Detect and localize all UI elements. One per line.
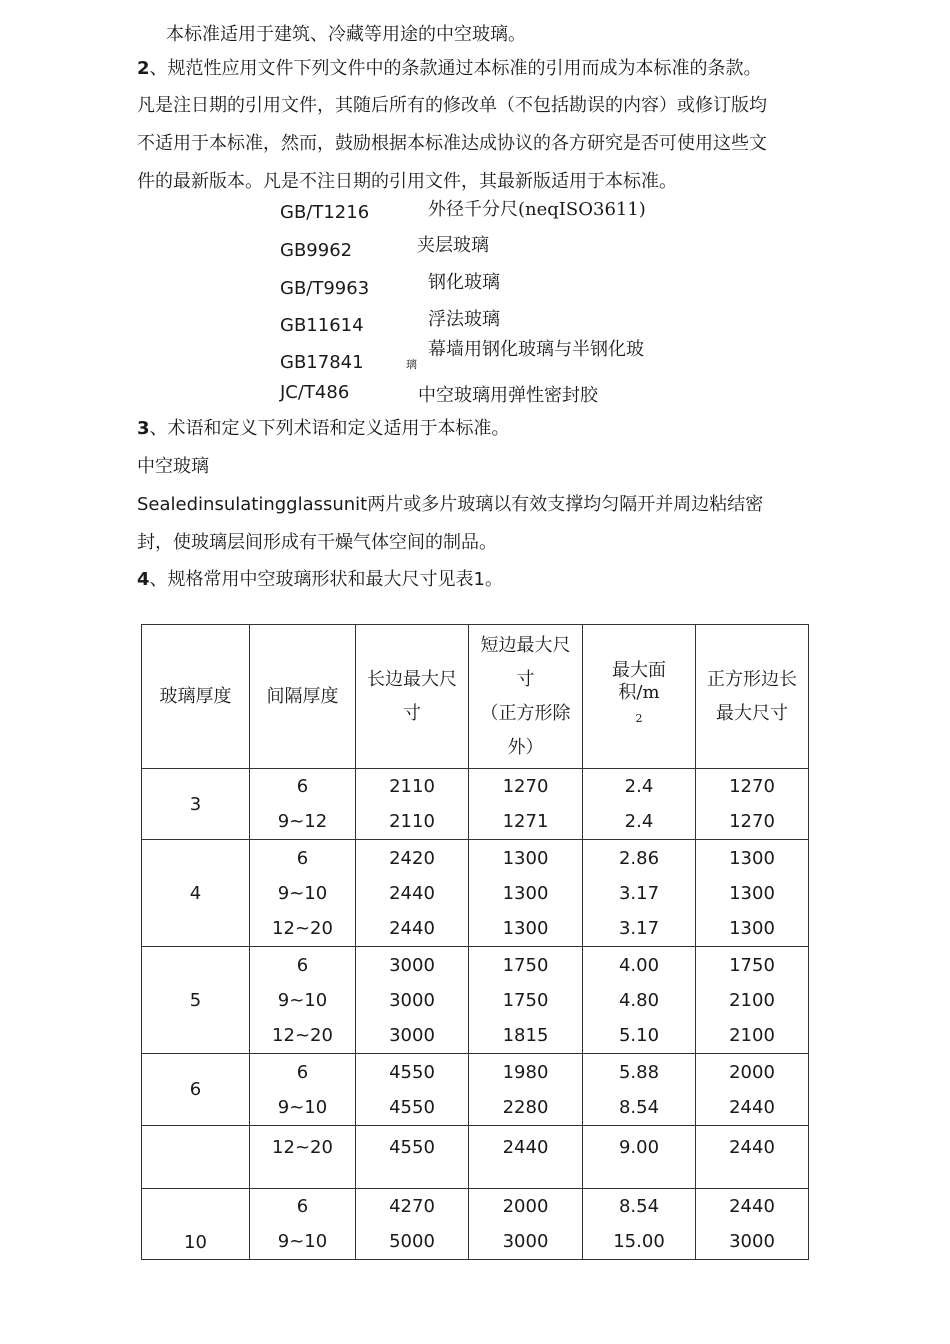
table-value: 1270 <box>502 776 549 797</box>
table-value: 6 <box>296 776 309 797</box>
table-value: 1271 <box>502 811 549 832</box>
header-square-edge-max: 正方形边长 最大尺寸 <box>696 625 809 769</box>
table-value: 15.00 <box>613 1231 665 1252</box>
table-value: 2440 <box>729 1137 775 1158</box>
section-2-line-3: 不适用于本标准，然而，鼓励根据本标准达成协议的各方研究是否可使用这些文 <box>137 133 767 154</box>
table-value: 2000 <box>729 1061 775 1083</box>
cell-max-area <box>583 769 696 840</box>
table-value: 9~10 <box>277 1096 328 1118</box>
section-3-heading: 、术语和定义下列术语和定义适用于本标准。 <box>149 418 510 439</box>
cell-long-edge <box>356 947 469 1054</box>
term-name: 中空玻璃 <box>137 456 209 477</box>
table-value: 12~20 <box>272 1024 333 1046</box>
table-value: 9~10 <box>277 1231 328 1252</box>
cell-spacer <box>250 769 356 840</box>
cell-max-area <box>583 840 696 947</box>
cell-spacer <box>250 1054 356 1126</box>
section-4-tail: 。 <box>484 569 503 590</box>
ref-code: GB9962 <box>280 240 353 261</box>
table-value: 6 <box>296 1061 309 1083</box>
cell-glass-thickness <box>142 1126 250 1189</box>
table-value: 2.86 <box>618 847 660 869</box>
table-row <box>142 1189 809 1260</box>
table-value: 3000 <box>389 989 435 1011</box>
section-2-heading: 、规范性应用文件下列文件中的条款通过本标准的引用而成为本标准的条款。 <box>149 58 762 79</box>
ref-code: GB17841 <box>280 352 364 373</box>
cell-glass-thickness: 4 <box>142 840 250 947</box>
glass-size-table <box>141 624 809 1260</box>
table-value: 3000 <box>389 1024 435 1046</box>
table-value: 5.10 <box>618 1024 660 1046</box>
ref-title: 钢化玻璃 <box>428 272 500 293</box>
ref-code: GB/T9963 <box>280 278 370 299</box>
section-4-line-1 <box>137 567 503 593</box>
table-value: 1750 <box>502 989 549 1011</box>
header-long-edge-max: 长边最大尺 寸 <box>356 625 469 769</box>
cell-max-area <box>583 1054 696 1126</box>
term-definition-line-1 <box>137 492 763 518</box>
section-2-line-4: 件的最新版本。凡是不注日期的引用文件，其最新版适用于本标准。 <box>137 171 677 192</box>
term-english: Sealedinsulatingglassunit <box>137 494 368 515</box>
table-row <box>142 947 809 1054</box>
table-value: 2100 <box>729 989 775 1011</box>
table-value: 4550 <box>389 1096 435 1118</box>
table-value: 5000 <box>389 1231 435 1252</box>
cell-square-edge <box>696 840 809 947</box>
table-value: 1300 <box>729 847 775 869</box>
cell-long-edge <box>356 840 469 947</box>
table-value: 1300 <box>502 882 549 904</box>
section-2-number: 2 <box>137 58 150 79</box>
section-4-number: 4 <box>137 569 150 590</box>
table-value: 6 <box>296 954 309 976</box>
section-3-line-1 <box>137 416 510 442</box>
table-value: 3000 <box>502 1231 549 1252</box>
header-glass-thickness: 玻璃厚度 <box>142 625 250 769</box>
table-value: 4550 <box>389 1061 435 1083</box>
table-value: 9.00 <box>618 1137 660 1158</box>
cell-short-edge <box>469 769 583 840</box>
ref-code: GB/T1216 <box>280 202 370 223</box>
ref-title: 幕墙用钢化玻璃与半钢化玻 <box>428 339 644 360</box>
table-value: 1300 <box>502 917 549 939</box>
table-value: 2280 <box>502 1096 549 1118</box>
table-value: 2110 <box>389 811 435 832</box>
section-4-heading: 、规格常用中空玻璃形状和最大尺寸见表 <box>149 569 474 590</box>
table-value: 1300 <box>729 917 775 939</box>
table-value: 2.4 <box>624 776 654 797</box>
cell-glass-thickness: 3 <box>142 769 250 840</box>
cell-short-edge <box>469 947 583 1054</box>
cell-max-area <box>583 1189 696 1260</box>
table-value: 9~10 <box>277 882 328 904</box>
table-value: 2440 <box>389 882 435 904</box>
table-value: 3.17 <box>618 882 660 904</box>
ref-title: 夹层玻璃 <box>417 235 489 256</box>
table-value: 6 <box>296 1196 309 1217</box>
cell-square-edge <box>696 1054 809 1126</box>
cell-max-area <box>583 947 696 1054</box>
table-value: 5.88 <box>618 1061 660 1083</box>
table-header-row <box>142 625 809 769</box>
cell-glass-thickness: 6 <box>142 1054 250 1126</box>
cell-long-edge <box>356 769 469 840</box>
table-value: 2440 <box>389 917 435 939</box>
table-value: 3000 <box>729 1231 775 1252</box>
cell-long-edge <box>356 1189 469 1260</box>
table-row <box>142 1054 809 1126</box>
table-value: 2420 <box>389 847 435 869</box>
table-value: 1815 <box>502 1024 549 1046</box>
cell-spacer <box>250 1126 356 1189</box>
table-row <box>142 1126 809 1189</box>
section-3-number: 3 <box>137 418 150 439</box>
cell-max-area <box>583 1126 696 1189</box>
table-value: 2110 <box>389 776 435 797</box>
table-row <box>142 769 809 840</box>
table-value: 4.80 <box>618 989 660 1011</box>
table-value: 2440 <box>502 1137 549 1158</box>
table-value: 1750 <box>729 954 775 976</box>
ref-code: GB11614 <box>280 315 364 336</box>
table-value: 12~20 <box>272 917 333 939</box>
table-value: 1300 <box>729 882 775 904</box>
cell-square-edge <box>696 1126 809 1189</box>
table-value: 2440 <box>729 1196 775 1217</box>
table-body <box>142 769 809 1260</box>
header-spacer-thickness: 间隔厚度 <box>250 625 356 769</box>
ref-title-text: 外径千分尺(neqISO3611) <box>428 199 646 220</box>
cell-short-edge <box>469 1189 583 1260</box>
cell-short-edge <box>469 840 583 947</box>
table-value: 4550 <box>389 1137 435 1158</box>
cell-short-edge <box>469 1126 583 1189</box>
cell-spacer <box>250 1189 356 1260</box>
cell-glass-thickness: 10 <box>142 1189 250 1260</box>
cell-glass-thickness: 5 <box>142 947 250 1054</box>
cell-long-edge <box>356 1126 469 1189</box>
table-value: 2100 <box>729 1024 775 1046</box>
cell-long-edge <box>356 1054 469 1126</box>
intro-paragraph: 本标准适用于建筑、冷藏等用途的中空玻璃。 <box>166 24 526 45</box>
table-row <box>142 840 809 947</box>
ref-title: 中空玻璃用弹性密封胶 <box>418 385 598 406</box>
cell-square-edge <box>696 1189 809 1260</box>
table-value: 2.4 <box>624 811 654 832</box>
cell-square-edge <box>696 769 809 840</box>
cell-square-edge <box>696 947 809 1054</box>
table-value: 1300 <box>502 847 549 869</box>
table-value: 9~12 <box>277 811 328 832</box>
table-value: 1270 <box>729 776 775 797</box>
table-value: 8.54 <box>618 1096 660 1118</box>
table-value: 3.17 <box>618 917 660 939</box>
table-value: 1750 <box>502 954 549 976</box>
table-value: 9~10 <box>277 989 328 1011</box>
table-value: 2000 <box>502 1196 549 1217</box>
term-definition-line-2: 封，使玻璃层间形成有干燥气体空间的制品。 <box>137 532 497 553</box>
table-value: 2440 <box>729 1096 775 1118</box>
table-ref-number: 1 <box>473 569 485 590</box>
table-value: 4.00 <box>618 954 660 976</box>
section-2-line-1 <box>137 56 762 82</box>
term-definition: 两片或多片玻璃以有效支撑均匀隔开并周边粘结密 <box>367 494 764 515</box>
table-value: 1980 <box>502 1061 549 1083</box>
table-value: 8.54 <box>618 1196 660 1217</box>
cell-spacer <box>250 947 356 1054</box>
table-value: 1270 <box>729 811 775 832</box>
header-short-edge-max: 短边最大尺 寸 （正方形除 外） <box>469 625 583 769</box>
table-value: 4270 <box>389 1196 435 1217</box>
section-2-line-2: 凡是注日期的引用文件，其随后所有的修改单（不包括勘误的内容）或修订版均 <box>137 95 767 116</box>
cell-short-edge <box>469 1054 583 1126</box>
ref-title: 浮法玻璃 <box>428 309 500 330</box>
ref-title-overflow: 璃 <box>406 358 417 371</box>
header-max-area: 最大面 积/m 2 <box>583 625 696 769</box>
cell-spacer <box>250 840 356 947</box>
ref-code: JC/T486 <box>280 382 350 403</box>
table-value: 6 <box>296 847 309 869</box>
table-value: 3000 <box>389 954 435 976</box>
ref-title <box>428 197 646 223</box>
table-value: 12~20 <box>272 1137 333 1158</box>
